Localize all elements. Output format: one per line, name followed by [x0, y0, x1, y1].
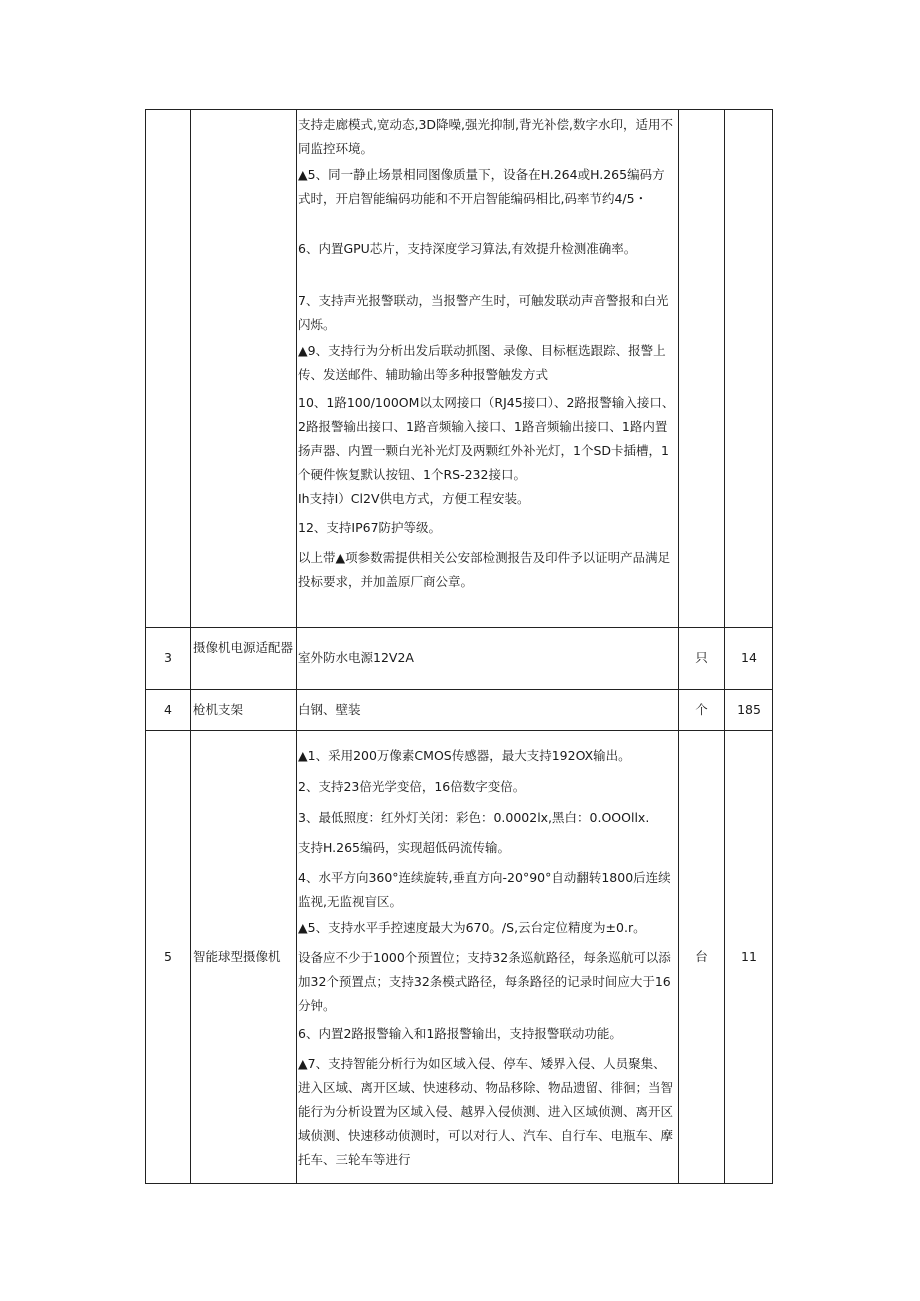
spec-paragraph: ▲9、支持行为分析出发后联动抓图、录像、目标框选跟踪、报警上传、发送邮件、辅助输出等多种报警触发方式 — [298, 343, 666, 382]
row-index: 5 — [164, 949, 172, 964]
spec-paragraph: 3、最低照度：红外灯关闭：彩色：0.0002lx,黑白：0.OOOllx. — [298, 810, 650, 825]
spec-paragraph: 6、内置GPU芯片，支持深度学习算法,有效提升检测准确率。 — [298, 241, 637, 256]
spec-paragraph: 支持走廊模式,宽动态,3D降噪,强光抑制,背光补偿,数字水印，适用不同监控环境。 — [298, 117, 673, 156]
spec-paragraph: 6、内置2路报警输入和1路报警输出，支持报警联动功能。 — [298, 1026, 622, 1041]
spec-paragraph: 10、1路100/100OM以太网接口（RJ45接口）、2路报警输入接口、2路报警输出接口、1路音频输入接口、1路音频输出接口、1路内置扬声器、内置一颗白光补光灯及两颗红外补光灯，1个SD卡插槽，1个硬件恢复默认按钮、1个RS-232接口。 — [298, 395, 675, 482]
item-name: 枪机支架 — [193, 702, 244, 717]
item-quantity: 11 — [741, 949, 757, 964]
spec-paragraph: ▲1、采用200万像素CMOS传感器，最大支持192OX输出。 — [298, 748, 631, 763]
item-unit: 台 — [695, 949, 708, 964]
item-spec: 室外防水电源12V2A — [298, 650, 414, 665]
row-index: 4 — [164, 702, 172, 717]
spec-paragraph: Ih支持I）Cl2V供电方式，方便工程安装。 — [298, 491, 530, 506]
item-name: 摄像机电源适配器 — [193, 640, 294, 655]
spec-paragraph: 支持H.265编码，实现超低码流传输。 — [298, 840, 511, 855]
spec-paragraph: 4、水平方向360°连续旋转,垂直方向-20°90°自动翻转1800后连续监视,无监视盲区。 — [298, 870, 671, 909]
column-divider — [190, 109, 191, 1184]
spec-paragraph: ▲5、支持水平手控速度最大为670。/S,云台定位精度为±0.r。 — [298, 920, 646, 935]
item-quantity: 185 — [737, 702, 761, 717]
spec-paragraph: 设备应不少于1000个预置位；支持32条巡航路径，每条巡航可以添加32个预置点；支持32条模式路径，每条路径的记录时间应大于16分钟。 — [298, 950, 671, 1013]
item-unit: 个 — [695, 702, 708, 717]
spec-paragraph: 2、支持23倍光学变倍，16倍数字变倍。 — [298, 779, 526, 794]
item-spec: 白钢、壁装 — [298, 702, 361, 717]
spec-paragraph: ▲7、支持智能分析行为如区域入侵、停车、矮界入侵、人员聚集、进入区域、离开区域、快速移动、物品移除、物品遗留、徘徊；当智能行为分析设置为区域入侵、越界入侵侦测、进入区域侦测、离开区域侦测、快速移动侦测时，可以对行人、汽车、自行车、电瓶车、摩托车、三轮车等进行 — [298, 1056, 674, 1167]
item-name: 智能球型摄像机 — [193, 949, 281, 964]
row-index: 3 — [164, 650, 172, 665]
spec-paragraph: 以上带▲项参数需提供相关公安部检测报告及印件予以证明产品满足投标要求，并加盖原厂商公章。 — [298, 550, 671, 589]
column-divider — [296, 109, 297, 1184]
item-quantity: 14 — [741, 650, 757, 665]
spec-paragraph: ▲5、同一静止场景相同图像质量下，设备在H.264或H.265编码方式时，开启智能编码功能和不开启智能编码相比,码率节约4/5・ — [298, 167, 665, 206]
item-unit: 只 — [695, 650, 708, 665]
spec-paragraph: 7、支持声光报警联动，当报警产生时，可触发联动声音警报和白光闪烁。 — [298, 293, 669, 332]
spec-paragraph: 12、支持IP67防护等级。 — [298, 520, 442, 535]
